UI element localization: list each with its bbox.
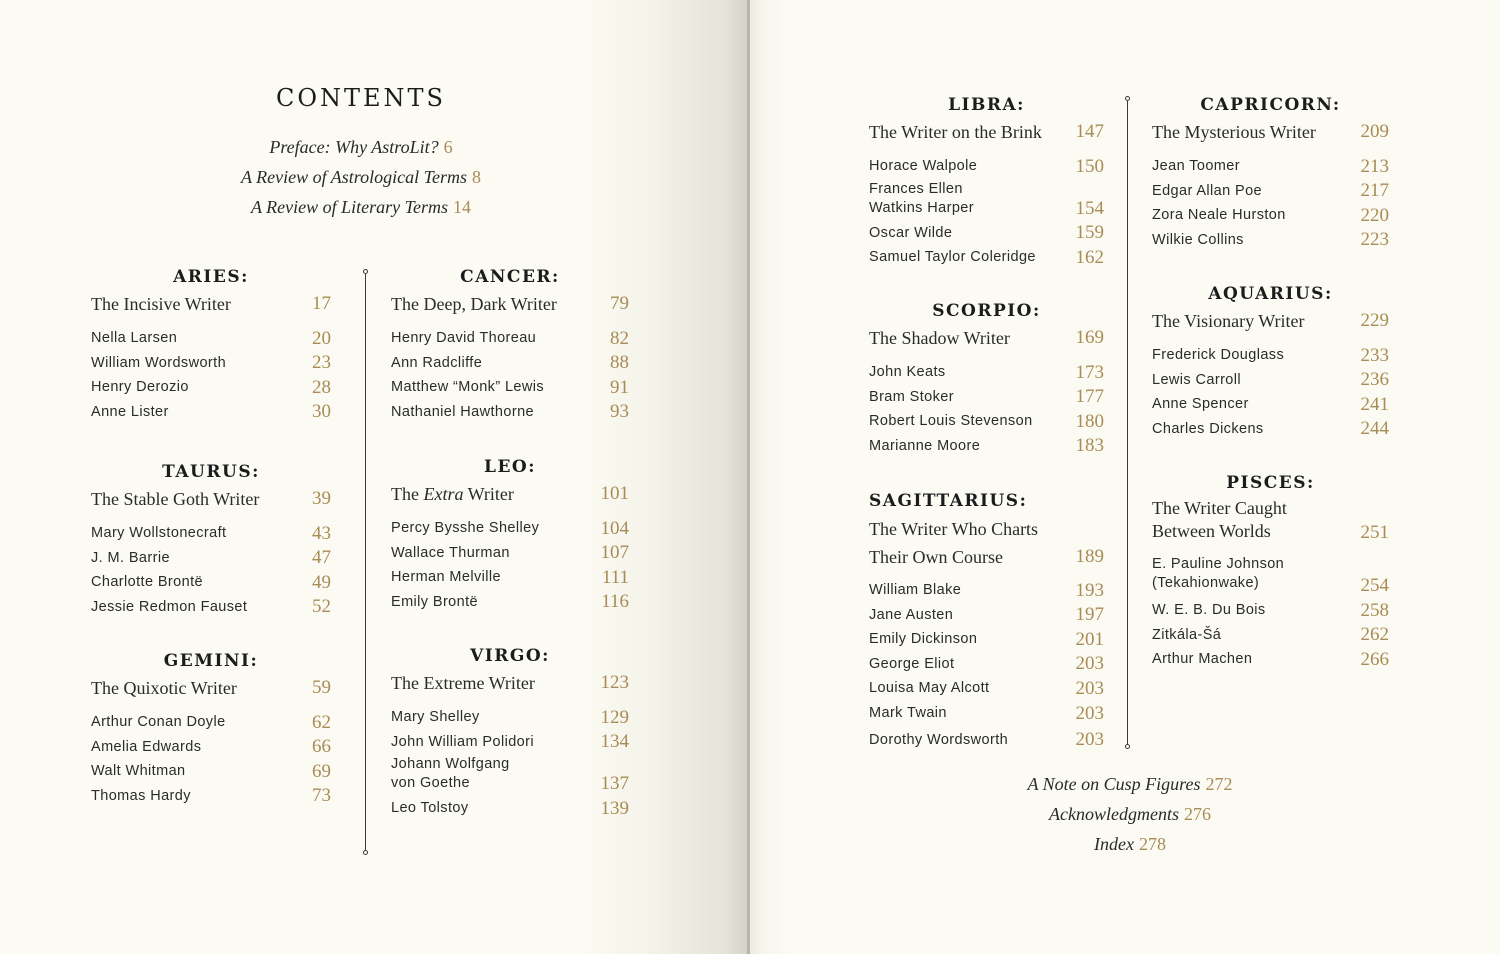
sign-heading: PISCES: (1226, 473, 1315, 493)
author-entry[interactable] (391, 401, 629, 426)
author-page: 104 (600, 517, 629, 539)
author-page: 203 (1075, 677, 1104, 699)
theme-title-emphasis: Extra (423, 484, 464, 504)
theme-title: The Shadow Writer (869, 328, 1010, 348)
sign-heading: VIRGO: (470, 646, 550, 666)
author-name-line2: Watkins Harper (869, 199, 974, 216)
author-entry[interactable] (91, 522, 331, 547)
author-name: Arthur Machen (1152, 651, 1253, 668)
author-page: 43 (312, 522, 331, 544)
back-matter-item[interactable] (970, 834, 1290, 855)
author-entry[interactable] (91, 785, 331, 810)
theme-line[interactable] (1152, 119, 1389, 149)
author-page: 217 (1360, 180, 1389, 202)
author-page: 203 (1075, 702, 1104, 724)
author-entry[interactable] (1152, 204, 1389, 229)
sign-heading: CANCER: (460, 267, 560, 287)
back-matter-page: 272 (1205, 774, 1233, 794)
author-entry[interactable] (869, 435, 1104, 460)
author-entry[interactable] (869, 246, 1104, 271)
sign-heading: AQUARIUS: (1208, 284, 1333, 304)
back-matter-label: A Note on Cusp Figures (1027, 774, 1201, 794)
author-entry[interactable] (1152, 599, 1389, 624)
theme-line[interactable] (91, 486, 331, 516)
theme-title-prefix: The (391, 484, 424, 504)
section-libra (869, 95, 1104, 271)
author-name-line1: Frances Ellen (869, 180, 963, 197)
front-matter-item[interactable] (170, 167, 552, 188)
author-name: John William Polidori (391, 733, 534, 750)
section-gemini (91, 651, 331, 809)
author-page: 20 (312, 327, 331, 349)
author-entry[interactable] (91, 711, 331, 736)
author-name: Louisa May Alcott (869, 680, 990, 697)
author-page: 62 (312, 711, 331, 733)
author-name: Zitkála-Šá (1152, 626, 1222, 643)
author-name: Frederick Douglass (1152, 347, 1285, 363)
sign-heading: LIBRA: (948, 95, 1025, 115)
divider-end-dot (1125, 744, 1130, 749)
author-page: 262 (1360, 624, 1389, 646)
theme-title-line2: Between Worlds (1152, 521, 1271, 541)
author-page: 93 (610, 401, 629, 423)
author-page: 201 (1075, 628, 1104, 650)
author-name: Anne Lister (91, 403, 169, 420)
author-name: Henry Derozio (91, 379, 189, 396)
author-name: Horace Walpole (869, 158, 978, 174)
front-matter-page: 14 (453, 197, 471, 217)
author-entry[interactable] (91, 760, 331, 785)
author-entry[interactable] (869, 727, 1104, 753)
theme-line[interactable] (869, 325, 1104, 355)
author-page: 203 (1075, 728, 1104, 750)
author-name: Zora Neale Hurston (1152, 207, 1286, 224)
author-entry[interactable] (391, 352, 629, 377)
author-name: Walt Whitman (91, 763, 186, 780)
sign-heading: ARIES: (173, 267, 249, 287)
author-name: W. E. B. Du Bois (1152, 602, 1266, 618)
column-divider (365, 274, 366, 850)
author-page: 82 (610, 327, 629, 349)
back-matter-label: Index (1094, 834, 1134, 854)
theme-line[interactable] (869, 515, 1104, 573)
author-page: 150 (1075, 155, 1104, 177)
section-cancer (391, 267, 629, 425)
author-entry[interactable] (391, 517, 629, 542)
theme-title: The Extreme Writer (391, 673, 535, 693)
back-matter-item[interactable] (970, 804, 1290, 825)
author-name-line1: Johann Wolfgang (391, 756, 510, 773)
author-name-line2: von Goethe (391, 775, 470, 792)
author-page: 173 (1075, 361, 1104, 383)
author-entry[interactable] (1152, 648, 1389, 673)
author-name: Nella Larsen (91, 330, 178, 346)
author-name: Samuel Taylor Coleridge (869, 249, 1036, 266)
author-name: Matthew “Monk” Lewis (391, 379, 545, 396)
theme-line[interactable] (91, 291, 331, 321)
author-entry[interactable] (1152, 624, 1389, 649)
author-entry[interactable] (1152, 393, 1389, 418)
theme-page: 123 (600, 672, 629, 693)
author-page: 233 (1360, 344, 1389, 366)
theme-title: The Mysterious Writer (1152, 122, 1316, 142)
author-entry[interactable] (1152, 555, 1389, 599)
author-entry[interactable] (869, 386, 1104, 411)
theme-page: 189 (1075, 546, 1104, 567)
divider-end-dot (363, 850, 368, 855)
author-page: 116 (601, 591, 629, 613)
author-page: 162 (1075, 246, 1104, 268)
section-aries (91, 267, 331, 425)
author-name: Mark Twain (869, 704, 947, 721)
section-virgo (391, 646, 629, 822)
front-matter-label: A Review of Astrological Terms (240, 167, 467, 187)
author-page: 154 (1075, 197, 1104, 219)
author-name: Leo Tolstoy (391, 800, 469, 817)
author-entry[interactable] (91, 547, 331, 572)
author-page: 183 (1075, 435, 1104, 457)
author-page: 52 (312, 596, 331, 618)
author-page: 129 (600, 706, 629, 728)
sign-heading: SCORPIO: (932, 301, 1041, 321)
theme-title: The Incisive Writer (91, 294, 231, 314)
section-leo (391, 457, 629, 615)
author-name: Dorothy Wordsworth (869, 731, 1009, 748)
author-entry[interactable] (391, 706, 629, 731)
theme-title: The Quixotic Writer (91, 678, 237, 698)
author-name: Mary Wollstonecraft (91, 525, 227, 541)
theme-line[interactable] (869, 119, 1104, 149)
sign-heading: CAPRICORN: (1200, 95, 1341, 115)
sign-heading: TAURUS: (162, 462, 260, 482)
author-entry[interactable] (391, 566, 629, 591)
author-entry[interactable] (869, 155, 1104, 180)
author-page: 220 (1360, 204, 1389, 226)
author-page: 111 (601, 566, 629, 588)
author-entry[interactable] (1152, 344, 1389, 369)
theme-page: 101 (600, 483, 629, 504)
theme-page: 251 (1360, 522, 1389, 543)
author-name: Edgar Allan Poe (1152, 182, 1262, 199)
theme-title: The Writer on the Brink (869, 122, 1042, 142)
section-capricorn (1152, 95, 1389, 253)
author-page: 159 (1075, 222, 1104, 244)
author-name: Emily Brontë (391, 593, 478, 610)
front-matter-label: A Review of Literary Terms (251, 197, 448, 217)
author-name: Oscar Wilde (869, 224, 953, 241)
author-name: Herman Melville (391, 569, 501, 586)
author-entry[interactable] (391, 591, 629, 616)
section-scorpio (869, 301, 1104, 459)
author-name-line2: (Tekahionwake) (1152, 575, 1260, 591)
author-entry[interactable] (869, 579, 1104, 604)
author-page: 28 (312, 376, 331, 398)
sign-heading: GEMINI: (163, 651, 259, 671)
author-entry[interactable] (1152, 369, 1389, 394)
author-name: Lewis Carroll (1152, 371, 1241, 388)
section-sagittarius (869, 491, 1104, 753)
theme-title: The Visionary Writer (1152, 311, 1305, 331)
author-entry[interactable] (869, 222, 1104, 247)
author-entry[interactable] (869, 604, 1104, 629)
contents-title: CONTENTS (275, 84, 446, 112)
author-page: 213 (1360, 155, 1389, 177)
author-page: 139 (600, 797, 629, 819)
author-name: Wilkie Collins (1152, 231, 1244, 248)
author-entry[interactable] (869, 628, 1104, 653)
column-divider (1127, 101, 1128, 744)
author-page: 180 (1075, 410, 1104, 432)
author-name: William Blake (869, 582, 962, 598)
author-name: J. M. Barrie (91, 549, 170, 566)
author-page: 107 (600, 542, 629, 564)
author-name: Jessie Redmon Fauset (91, 598, 248, 615)
author-entry[interactable] (1152, 418, 1389, 443)
author-page: 69 (312, 760, 331, 782)
author-name: Henry David Thoreau (391, 330, 537, 346)
author-name: Arthur Conan Doyle (91, 714, 226, 730)
front-matter-page: 8 (472, 167, 481, 187)
front-matter-item[interactable] (170, 137, 552, 158)
author-name: William Wordsworth (91, 354, 227, 371)
author-entry[interactable] (391, 731, 629, 756)
theme-line[interactable] (1152, 497, 1389, 549)
author-name: Jean Toomer (1152, 158, 1240, 174)
author-page: 49 (312, 571, 331, 593)
author-page: 244 (1360, 418, 1389, 440)
author-page: 134 (600, 731, 629, 753)
author-page: 197 (1075, 604, 1104, 626)
author-page: 241 (1360, 393, 1389, 415)
author-page: 137 (600, 773, 629, 795)
theme-line[interactable] (1152, 308, 1389, 338)
theme-page: 39 (312, 488, 331, 509)
front-matter-item[interactable] (170, 197, 552, 218)
theme-line[interactable] (391, 291, 629, 321)
author-page: 91 (610, 376, 629, 398)
author-page: 23 (312, 352, 331, 374)
author-page: 203 (1075, 653, 1104, 675)
author-page: 88 (610, 352, 629, 374)
author-name: Emily Dickinson (869, 631, 978, 648)
theme-title-line1: The Writer Who Charts (869, 519, 1039, 539)
back-matter-page: 278 (1138, 834, 1166, 854)
author-page: 236 (1360, 369, 1389, 391)
theme-page: 229 (1360, 310, 1389, 331)
section-aquarius (1152, 284, 1389, 442)
theme-page: 79 (610, 293, 629, 314)
theme-page: 169 (1075, 327, 1104, 348)
theme-title-suffix: Writer (463, 484, 514, 504)
theme-page: 59 (312, 677, 331, 698)
author-name: Bram Stoker (869, 388, 954, 405)
author-name: John Keats (869, 364, 946, 380)
author-name: Wallace Thurman (391, 544, 510, 561)
author-name: Anne Spencer (1152, 396, 1249, 413)
section-taurus (91, 462, 331, 620)
author-page: 266 (1360, 648, 1389, 670)
back-matter-item[interactable] (970, 774, 1290, 795)
author-entry[interactable] (391, 797, 629, 822)
author-name: Percy Bysshe Shelley (391, 520, 540, 536)
book-gutter (747, 0, 750, 954)
author-entry[interactable] (391, 376, 629, 401)
author-page: 66 (312, 736, 331, 758)
author-entry[interactable] (91, 596, 331, 621)
author-entry[interactable] (91, 327, 331, 352)
author-name: George Eliot (869, 655, 955, 672)
front-matter-label: Preface: Why AstroLit? (269, 137, 439, 157)
author-entry[interactable] (91, 352, 331, 377)
author-entry[interactable] (869, 180, 1104, 222)
author-entry[interactable] (1152, 155, 1389, 180)
theme-line[interactable] (91, 675, 331, 705)
author-entry[interactable] (1152, 180, 1389, 205)
author-entry[interactable] (391, 755, 629, 797)
author-entry[interactable] (869, 361, 1104, 386)
author-name: Mary Shelley (391, 709, 480, 725)
theme-title-line1: The Writer Caught (1152, 498, 1287, 518)
sign-heading: SAGITTARIUS: (869, 491, 1028, 511)
author-entry[interactable] (91, 401, 331, 426)
author-name: Charlotte Brontë (91, 574, 203, 591)
author-name: Jane Austen (869, 606, 954, 623)
section-pisces (1152, 473, 1389, 673)
author-entry[interactable] (869, 410, 1104, 435)
author-page: 193 (1075, 579, 1104, 601)
author-entry[interactable] (1152, 229, 1389, 254)
author-entry[interactable] (391, 327, 629, 352)
author-page: 73 (312, 785, 331, 807)
theme-title: The Deep, Dark Writer (391, 294, 557, 314)
author-page: 223 (1360, 229, 1389, 251)
author-page: 254 (1360, 575, 1389, 596)
author-page: 47 (312, 547, 331, 569)
theme-line[interactable] (391, 670, 629, 700)
back-matter-label: Acknowledgments (1049, 804, 1179, 824)
author-name: Amelia Edwards (91, 738, 202, 755)
theme-page: 209 (1360, 121, 1389, 142)
author-name-line1: E. Pauline Johnson (1152, 556, 1285, 572)
theme-page: 147 (1075, 121, 1104, 142)
author-page: 258 (1360, 599, 1389, 621)
author-name: Charles Dickens (1152, 420, 1264, 437)
author-page: 30 (312, 401, 331, 423)
author-entry[interactable] (91, 736, 331, 761)
author-entry[interactable] (91, 571, 331, 596)
author-name: Nathaniel Hawthorne (391, 403, 535, 420)
author-name: Robert Louis Stevenson (869, 413, 1033, 430)
author-entry[interactable] (391, 542, 629, 567)
theme-page: 17 (312, 293, 331, 314)
author-name: Ann Radcliffe (391, 354, 483, 371)
sign-heading: LEO: (484, 457, 536, 477)
author-page: 177 (1075, 386, 1104, 408)
theme-title: The Stable Goth Writer (91, 489, 260, 509)
theme-line[interactable] (391, 481, 629, 511)
back-matter-page: 276 (1183, 804, 1211, 824)
front-matter-page: 6 (443, 137, 453, 157)
author-entry[interactable] (869, 653, 1104, 678)
author-entry[interactable] (869, 677, 1104, 702)
author-name: Marianne Moore (869, 437, 981, 454)
author-entry[interactable] (869, 702, 1104, 727)
author-name: Thomas Hardy (91, 787, 191, 804)
author-entry[interactable] (91, 376, 331, 401)
theme-title-line2: Their Own Course (869, 547, 1003, 567)
